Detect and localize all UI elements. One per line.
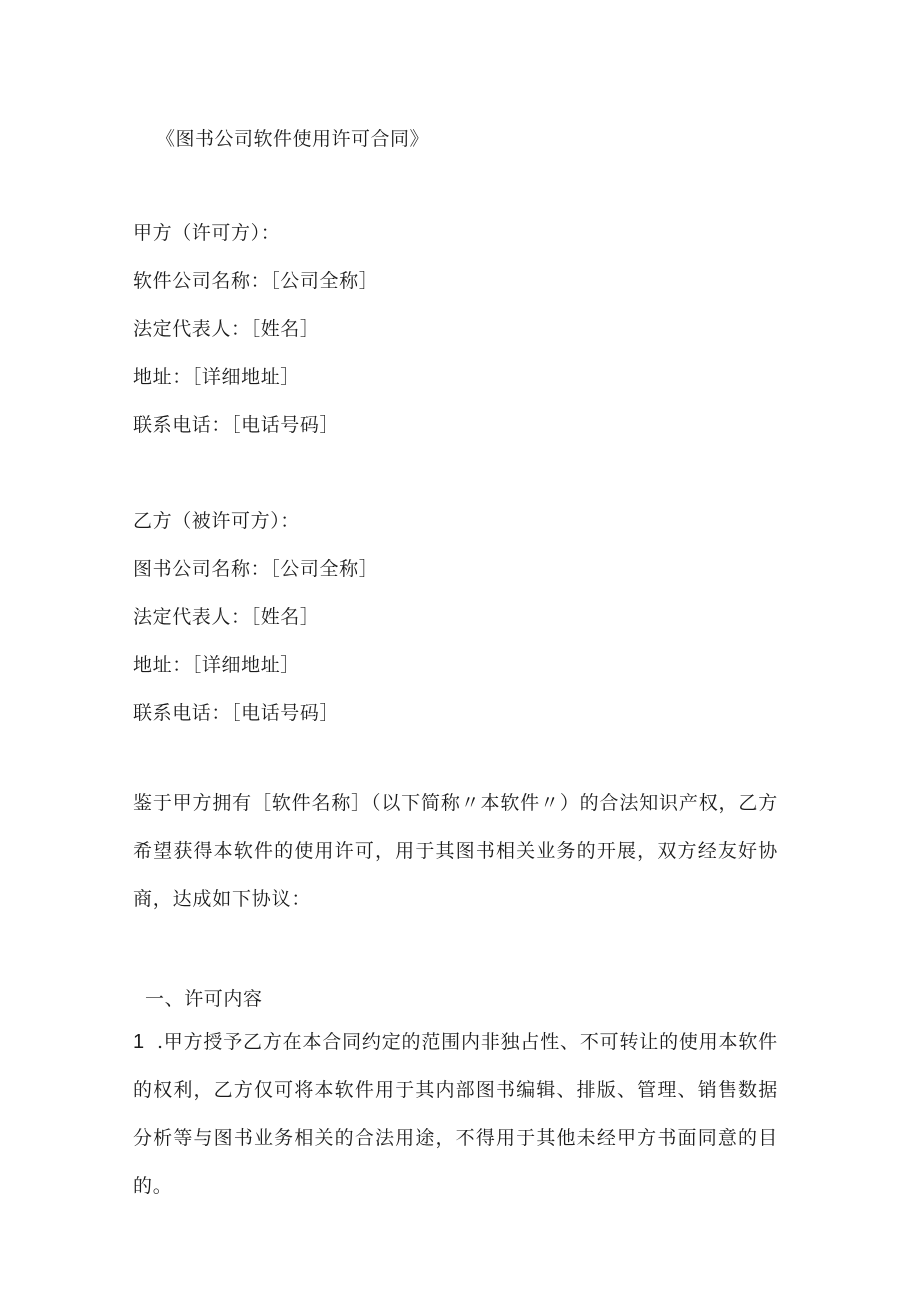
clause-1-paragraph: [133, 1018, 778, 1210]
party-a-phone: 联系电话：［电话号码］: [133, 414, 340, 436]
party-a-address: 地址：［详细地址］: [133, 366, 300, 388]
document-title: 《图书公司软件使用许可合同》: [156, 128, 430, 150]
party-b-heading: 乙方（被许可方）：: [133, 510, 300, 532]
party-b-company-name: 图书公司名称：［公司全称］: [133, 558, 379, 580]
preamble-paragraph: 鉴于甲方拥有［软件名称］（以下简称〃本软件〃）的合法知识产权，乙方希望获得本软件的使用许可，用于其图书相关业务的开展，双方经友好协商，达成如下协议：: [133, 792, 778, 910]
party-a-legal-rep: 法定代表人：［姓名］: [133, 318, 320, 340]
party-b-phone: 联系电话：［电话号码］: [133, 702, 340, 724]
clause-1-text: .甲方授予乙方在本合同约定的范围内非独占性、不可转让的使用本软件的权利，乙方仅可将本软件用于其内部图书编辑、排版、管理、销售数据分析等与图书业务相关的合法用途，不得用于其他未经甲方书面同意的目的。: [133, 1031, 778, 1197]
clause-1-number: 1: [133, 1031, 145, 1053]
party-b-address: 地址：［详细地址］: [133, 654, 300, 676]
party-a-heading: 甲方（许可方）：: [133, 222, 281, 244]
party-b-legal-rep: 法定代表人：［姓名］: [133, 606, 320, 628]
party-a-company-name: 软件公司名称：［公司全称］: [133, 270, 379, 292]
section-1-heading: 一、许可内容: [145, 988, 263, 1010]
